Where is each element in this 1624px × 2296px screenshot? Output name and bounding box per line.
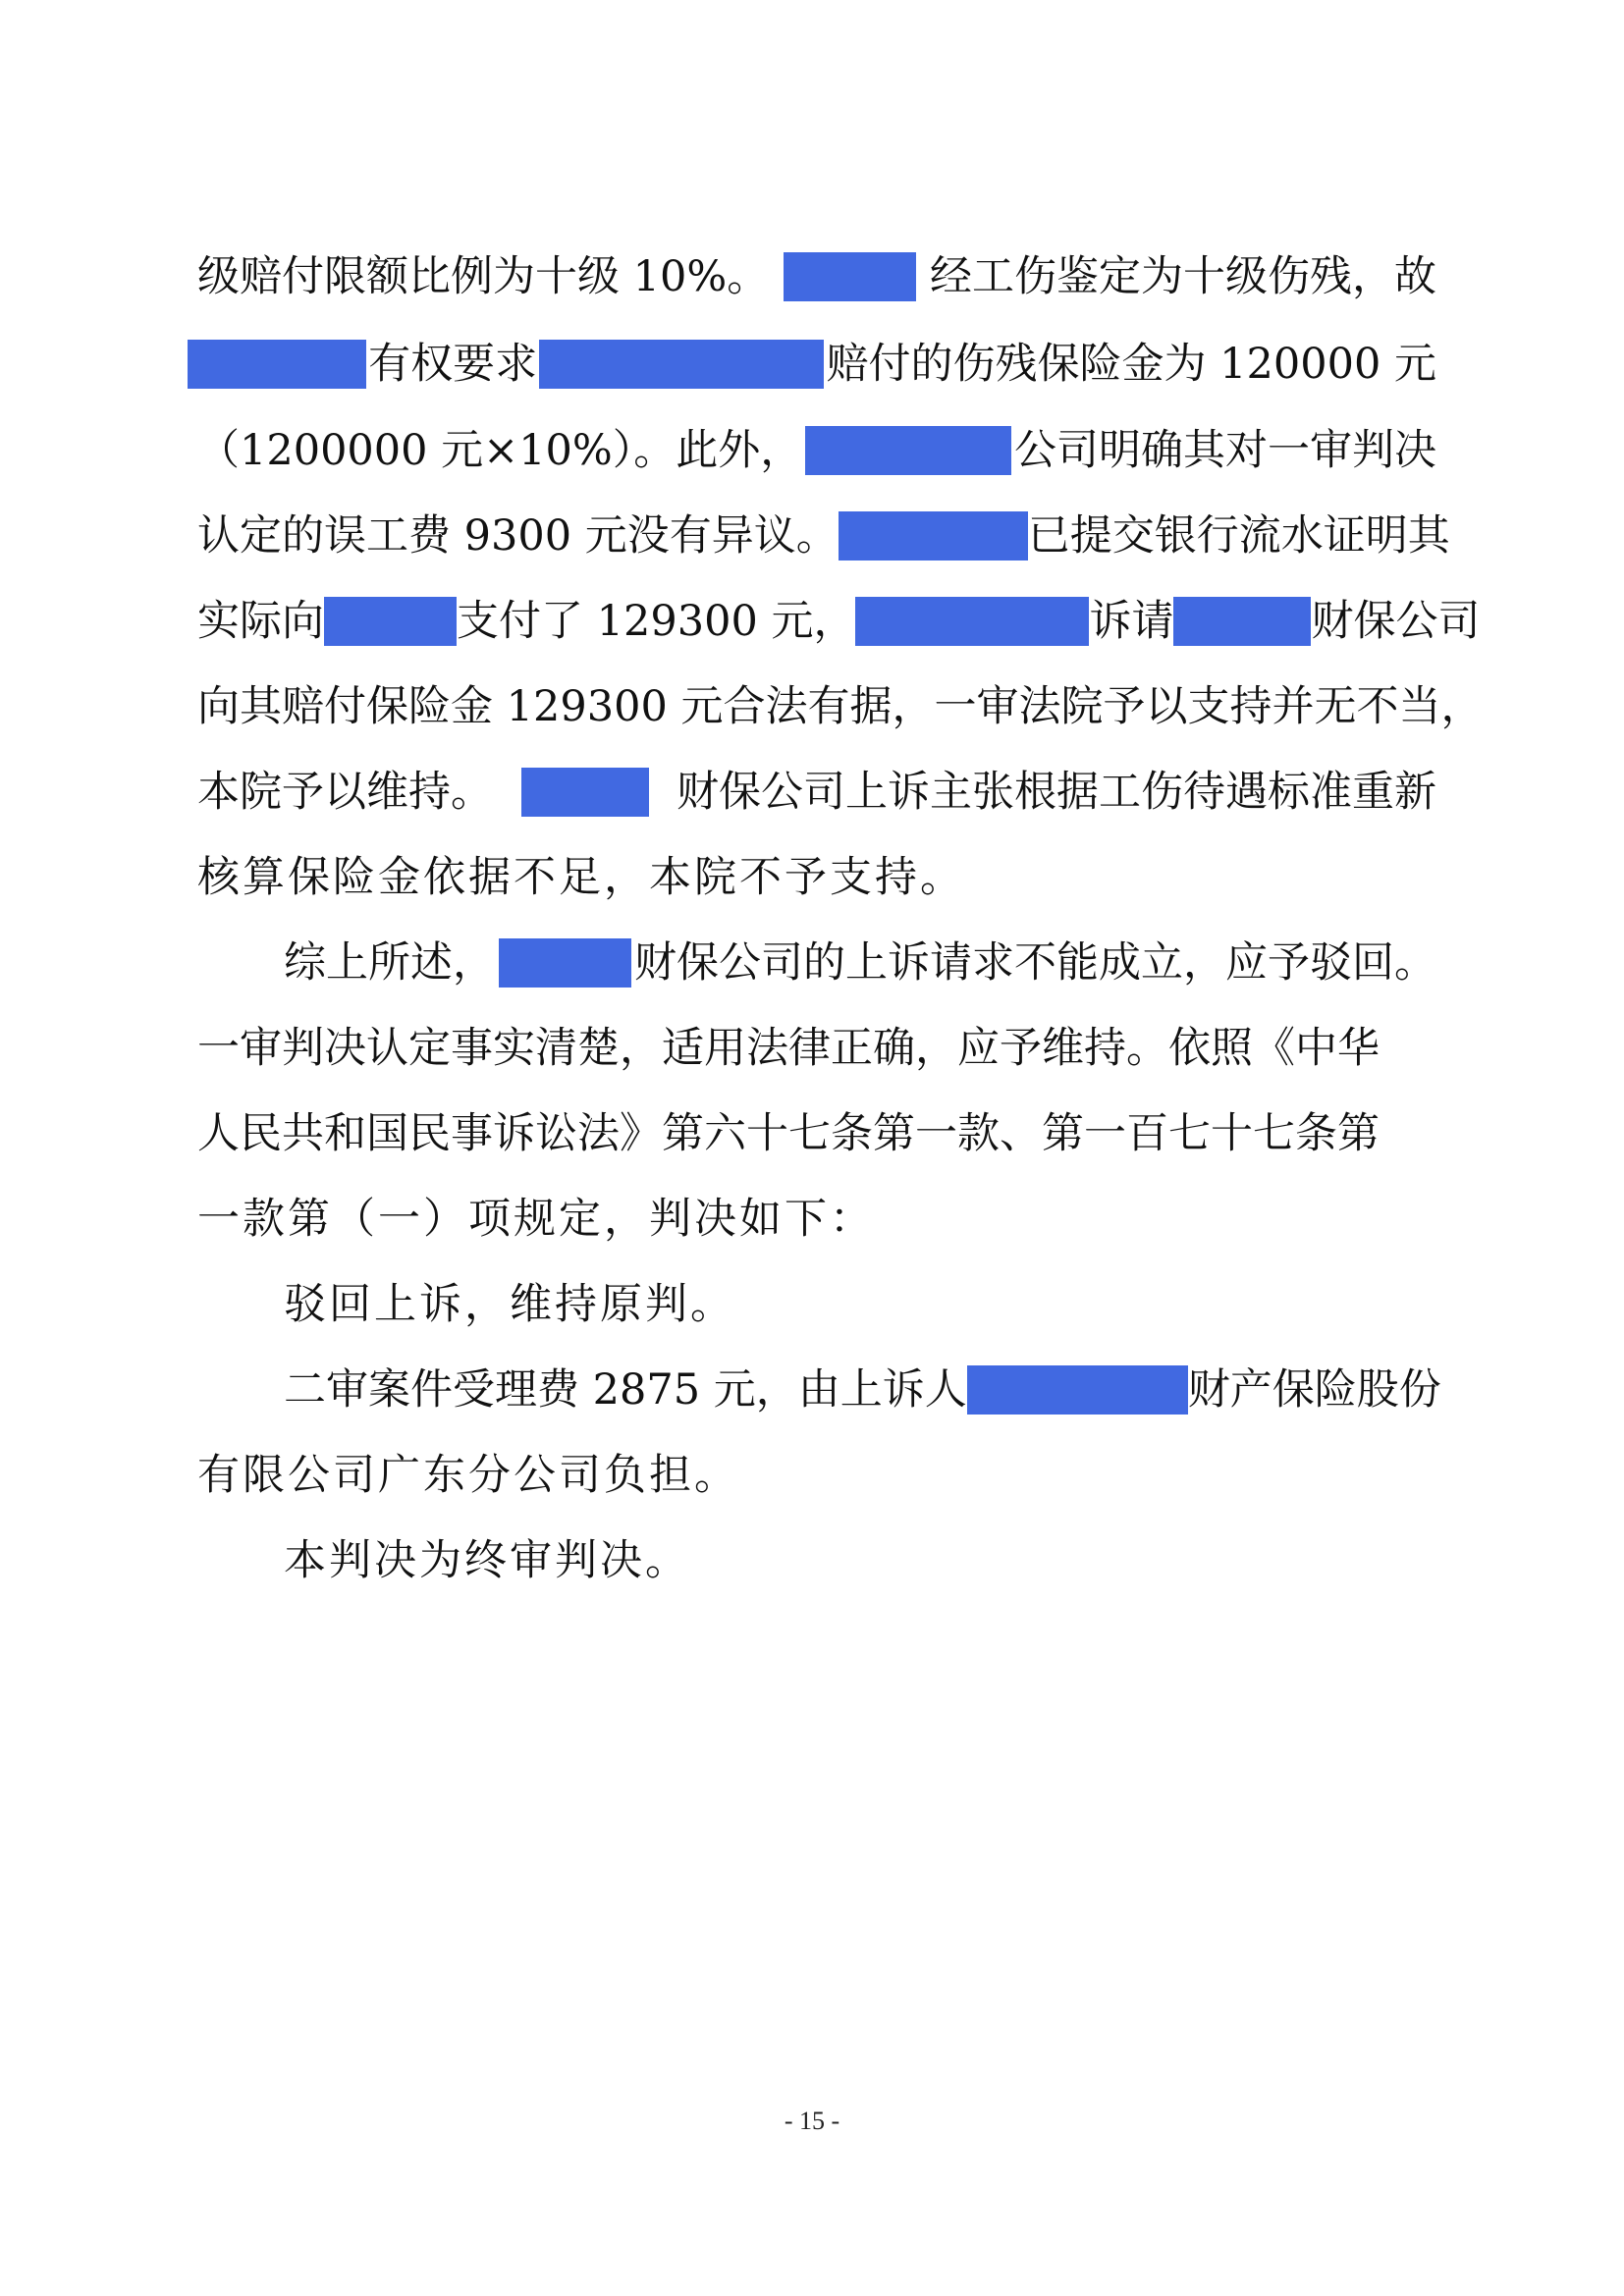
text-segment: 赔付的伤残保险金为 120000 元 xyxy=(826,340,1436,389)
text-line xyxy=(197,677,1484,736)
text-line xyxy=(197,848,1436,907)
text-line xyxy=(197,1446,1436,1505)
redaction-block xyxy=(1173,597,1311,646)
text-segment: 经工伤鉴定为十级伤残，故 xyxy=(930,252,1436,301)
text-segment: 财保公司 xyxy=(1311,597,1481,646)
redaction-block xyxy=(839,511,1028,561)
text-line xyxy=(197,421,1436,480)
redaction-block xyxy=(324,597,457,646)
text-segment: 财保公司上诉主张根据工伤待遇标准重新 xyxy=(677,768,1436,817)
page-number: - 15 - xyxy=(784,2107,840,2135)
text-segment: 一款第（一）项规定，判决如下： xyxy=(197,1195,875,1244)
text-line xyxy=(197,1104,1436,1163)
text-segment: 综上所述， xyxy=(284,938,495,988)
text-segment: 有限公司广东分公司负担。 xyxy=(197,1451,739,1500)
text-segment: 诉请 xyxy=(1089,597,1174,646)
text-segment: 已提交银行流水证明其 xyxy=(1027,511,1450,561)
text-segment: 公司明确其对一审判决 xyxy=(1014,426,1436,475)
redaction-block xyxy=(784,252,916,301)
text-line xyxy=(197,1190,1436,1249)
text-segment: 本院予以维持。 xyxy=(197,768,493,817)
text-segment: 核算保险金依据不足，本院不予支持。 xyxy=(197,853,965,902)
text-line xyxy=(197,1361,1441,1419)
text-segment: （1200000 元×10%）。此外， xyxy=(197,426,803,475)
text-line xyxy=(197,763,1436,822)
text-segment: 驳回上诉，维持原判。 xyxy=(284,1280,735,1329)
text-segment: 实际向 xyxy=(197,597,324,646)
text-segment: 认定的误工费 9300 元没有异议。 xyxy=(197,511,839,561)
text-line xyxy=(197,247,1436,306)
text-segment: 支付了 129300 元， xyxy=(457,597,856,646)
redaction-block xyxy=(521,768,649,817)
text-line xyxy=(197,335,1436,394)
text-segment: 财保公司的上诉请求不能成立，应予驳回。 xyxy=(634,938,1436,988)
text-line xyxy=(197,934,1436,992)
text-segment: 有权要求 xyxy=(368,340,538,389)
text-segment: 一审判决认定事实清楚，适用法律正确，应予维持。依照《中华 xyxy=(197,1024,1380,1073)
redaction-block xyxy=(539,340,824,389)
redaction-block xyxy=(967,1365,1188,1415)
text-line xyxy=(197,592,1481,651)
text-segment: 本判决为终审判决。 xyxy=(284,1536,690,1585)
redaction-block xyxy=(805,426,1011,475)
text-line xyxy=(197,1275,1436,1334)
text-segment: 财产保险股份 xyxy=(1187,1365,1441,1415)
text-line xyxy=(197,1531,1436,1590)
text-segment: 级赔付限额比例为十级 10%。 xyxy=(197,252,770,301)
redaction-block xyxy=(499,938,631,988)
text-line xyxy=(197,1019,1436,1078)
redaction-block xyxy=(188,340,366,389)
text-segment: 二审案件受理费 2875 元，由上诉人 xyxy=(284,1365,967,1415)
text-segment: 人民共和国民事诉讼法》第六十七条第一款、第一百七十七条第 xyxy=(197,1109,1380,1158)
redaction-block xyxy=(855,597,1089,646)
text-segment: 向其赔付保险金 129300 元合法有据，一审法院予以支持并无不当， xyxy=(197,682,1484,731)
text-line xyxy=(197,507,1450,565)
